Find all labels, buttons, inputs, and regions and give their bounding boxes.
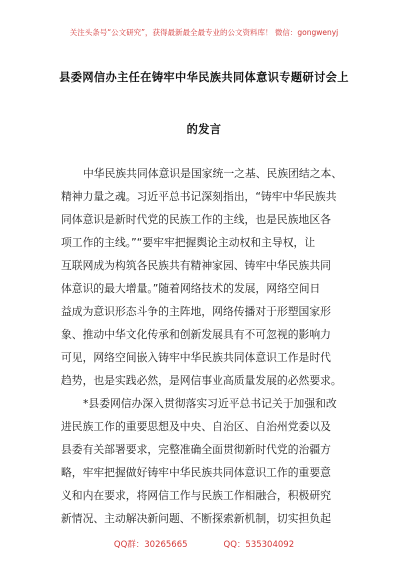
body-line: 义和内在要求，将网信工作与民族工作相融合，积极研究 xyxy=(61,489,331,502)
footer-contact xyxy=(0,538,408,550)
body-line: 益成为意识形态斗争的主阵地，网络传播对于形塑国家形 xyxy=(61,305,331,318)
body-line: *县委网信办深入贯彻落实习近平总书记关于加强和改 xyxy=(83,397,337,410)
footer-qq-group: QQ群：30265665 xyxy=(113,540,188,550)
body-line: 项工作的主线。”“要牢牢把握舆论主动权和主导权，让 xyxy=(61,236,316,249)
body-line: 互联网成为构筑各民族共有精神家园、铸牢中华民族共同 xyxy=(61,259,331,272)
footer-qq-number: QQ：535304092 xyxy=(223,540,295,550)
body-line: 中华民族共同体意识是国家统一之基、民族团结之本、 xyxy=(83,167,343,180)
body-line: 可见，网络空间嵌入铸牢中华民族共同体意识工作是时代 xyxy=(61,351,331,364)
body-line: 略，牢牢把握做好铸牢中华民族共同体意识工作的重要意 xyxy=(61,466,331,479)
header-promo-note: 关注头条号“公文研究”，获得最新最全最专业的公文资料库！ 微信：gongwenyj xyxy=(69,28,339,37)
document-title-line-2: 的发言 xyxy=(186,123,222,136)
body-line: 体意识的最大增量。”随着网络技术的发展，网络空间日 xyxy=(61,282,321,295)
body-line: 新情况、主动解决新问题、不断探索新机制，切实担负起 xyxy=(61,512,331,525)
body-line: 象、推动中华文化传承和创新发展具有不可忽视的影响力 xyxy=(61,328,331,341)
body-line: 县委有关部署要求，完整准确全面贯彻新时代党的治疆方 xyxy=(61,443,331,456)
body-line: 同体意识是新时代党的民族工作的主线，也是民族地区各 xyxy=(61,213,331,226)
body-line: 精神力量之魂。习近平总书记深刻指出，“铸牢中华民族共 xyxy=(61,190,337,203)
body-line: 进民族工作的重要思想及中央、自治区、自治州党委以及 xyxy=(61,420,331,433)
body-line: 趋势，也是实践必然，是网信事业高质量发展的必然要求。 xyxy=(61,374,342,387)
document-title-line-1: 县委网信办主任在铸牢中华民族共同体意识专题研讨会上 xyxy=(59,71,349,84)
